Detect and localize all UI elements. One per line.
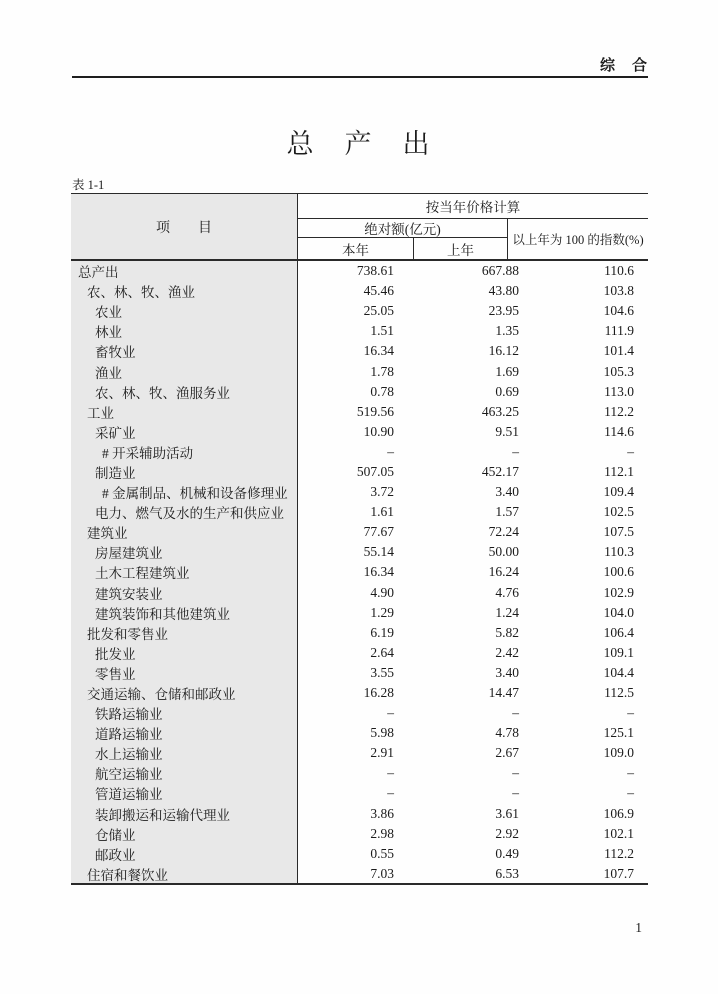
row-item-label: 采矿业 <box>71 422 298 442</box>
row-last-year-value: 9.51 <box>495 423 519 439</box>
row-this-year-value: – <box>387 765 394 781</box>
row-item-label: 水上运输业 <box>71 743 298 763</box>
row-last-year-value: 452.17 <box>481 463 519 479</box>
row-last-year-value: 3.40 <box>495 484 519 500</box>
row-index-value: – <box>627 785 634 801</box>
row-last-year-value: 667.88 <box>481 263 519 279</box>
row-last-year-value: 16.24 <box>488 564 519 580</box>
table-row <box>71 743 648 763</box>
table-row <box>71 422 648 442</box>
row-this-year-value: 16.34 <box>363 343 394 359</box>
row-this-year-value: 519.56 <box>356 403 394 419</box>
table-row <box>71 402 648 422</box>
row-index-value: – <box>627 705 634 721</box>
table-row <box>71 864 648 884</box>
row-last-year-value: 72.24 <box>488 524 519 540</box>
row-this-year-value: 2.98 <box>370 825 394 841</box>
row-item-label: 土木工程建筑业 <box>71 562 298 582</box>
row-last-year-value: 0.69 <box>495 383 519 399</box>
row-index-value: 110.6 <box>604 263 634 279</box>
table-body <box>71 261 648 884</box>
row-item-label: 建筑装饰和其他建筑业 <box>71 603 298 623</box>
row-item-label: 畜牧业 <box>71 341 298 361</box>
header-rule <box>72 76 648 78</box>
row-index-value: 106.9 <box>603 805 634 821</box>
row-index-value: 101.4 <box>603 343 634 359</box>
row-item-label: # 金属制品、机械和设备修理业 <box>71 482 298 502</box>
row-this-year-value: 0.55 <box>370 845 394 861</box>
row-index-value: 109.0 <box>603 745 634 761</box>
row-index-value: 104.0 <box>603 604 634 620</box>
header-this-year-column: 本年 <box>298 238 414 259</box>
row-this-year-value: – <box>387 443 394 459</box>
row-last-year-value: 6.53 <box>495 865 519 881</box>
table-row <box>71 783 648 803</box>
row-this-year-value: 1.29 <box>370 604 394 620</box>
row-this-year-value: 16.34 <box>363 564 394 580</box>
row-last-year-value: 1.69 <box>495 363 519 379</box>
row-last-year-value: 1.57 <box>495 504 519 520</box>
row-item-label: 总产出 <box>71 261 298 281</box>
row-this-year-value: 1.61 <box>370 504 394 520</box>
row-item-label: 制造业 <box>71 462 298 482</box>
row-index-value: 112.2 <box>604 403 634 419</box>
row-this-year-value: 0.78 <box>370 383 394 399</box>
row-last-year-value: – <box>512 443 519 459</box>
row-index-value: 107.7 <box>603 865 634 881</box>
row-item-label: 农业 <box>71 301 298 321</box>
header-item-column: 项 目 <box>71 194 298 259</box>
table-row <box>71 663 648 683</box>
row-item-label: 邮政业 <box>71 844 298 864</box>
row-this-year-value: 10.90 <box>363 423 394 439</box>
table-row <box>71 301 648 321</box>
row-last-year-value: – <box>512 765 519 781</box>
row-item-label: 房屋建筑业 <box>71 542 298 562</box>
table-row <box>71 623 648 643</box>
table-row <box>71 703 648 723</box>
row-this-year-value: 4.90 <box>370 584 394 600</box>
row-this-year-value: 5.98 <box>370 725 394 741</box>
row-last-year-value: 1.24 <box>495 604 519 620</box>
row-last-year-value: – <box>512 785 519 801</box>
row-index-value: 112.1 <box>604 463 634 479</box>
row-index-value: 114.6 <box>604 423 634 439</box>
row-last-year-value: 43.80 <box>488 283 519 299</box>
row-this-year-value: 77.67 <box>363 524 394 540</box>
table-row <box>71 382 648 402</box>
header-price-group: 按当年价格计算 <box>298 194 648 219</box>
row-this-year-value: 25.05 <box>363 303 394 319</box>
table-row <box>71 763 648 783</box>
row-item-label: 装卸搬运和运输代理业 <box>71 804 298 824</box>
row-item-label: 住宿和餐饮业 <box>71 864 298 884</box>
table-row <box>71 542 648 562</box>
row-this-year-value: 55.14 <box>363 544 394 560</box>
table-row <box>71 562 648 582</box>
row-index-value: 113.0 <box>604 383 634 399</box>
header-absolute-group: 绝对额(亿元) <box>298 219 507 238</box>
row-item-label: 建筑业 <box>71 522 298 542</box>
row-index-value: 109.4 <box>603 484 634 500</box>
table-number-label: 表 1-1 <box>72 178 105 192</box>
table-row <box>71 804 648 824</box>
row-last-year-value: 23.95 <box>488 303 519 319</box>
row-this-year-value: 2.64 <box>370 644 394 660</box>
row-this-year-value: 45.46 <box>363 283 394 299</box>
row-this-year-value: 3.72 <box>370 484 394 500</box>
table-row <box>71 502 648 522</box>
table-row <box>71 522 648 542</box>
row-item-label: 工业 <box>71 402 298 422</box>
table-row <box>71 341 648 361</box>
row-last-year-value: 14.47 <box>488 685 519 701</box>
row-item-label: 铁路运输业 <box>71 703 298 723</box>
row-index-value: 102.5 <box>603 504 634 520</box>
row-item-label: 仓储业 <box>71 824 298 844</box>
row-index-value: 110.3 <box>604 544 634 560</box>
row-item-label: 农、林、牧、渔业 <box>71 281 298 301</box>
row-this-year-value: 6.19 <box>370 624 394 640</box>
row-index-value: 111.9 <box>604 323 634 339</box>
row-index-value: – <box>627 443 634 459</box>
row-last-year-value: 2.67 <box>495 745 519 761</box>
row-item-label: 航空运输业 <box>71 763 298 783</box>
page-number: 1 <box>635 920 642 935</box>
row-last-year-value: 2.42 <box>495 644 519 660</box>
table-row <box>71 281 648 301</box>
table-row <box>71 442 648 462</box>
row-item-label: 林业 <box>71 321 298 341</box>
row-index-value: 100.6 <box>603 564 634 580</box>
table-row <box>71 824 648 844</box>
header-index-column: 以上年为 100 的指数(%) <box>507 219 648 259</box>
row-index-value: 104.4 <box>603 664 634 680</box>
row-item-label: 批发业 <box>71 643 298 663</box>
row-this-year-value: – <box>387 785 394 801</box>
table-row <box>71 462 648 482</box>
row-index-value: – <box>627 765 634 781</box>
row-last-year-value: – <box>512 705 519 721</box>
row-item-label: 渔业 <box>71 361 298 381</box>
table-row <box>71 583 648 603</box>
row-last-year-value: 1.35 <box>495 323 519 339</box>
row-last-year-value: 463.25 <box>481 403 519 419</box>
row-index-value: 112.2 <box>604 845 634 861</box>
page-title: 总 产 出 <box>286 129 432 159</box>
row-index-value: 102.9 <box>603 584 634 600</box>
row-index-value: 106.4 <box>603 624 634 640</box>
row-index-value: 104.6 <box>603 303 634 319</box>
table-row <box>71 723 648 743</box>
row-index-value: 107.5 <box>603 524 634 540</box>
row-last-year-value: 4.76 <box>495 584 519 600</box>
header-last-year-column: 上年 <box>447 242 474 258</box>
table-row <box>71 321 648 341</box>
row-last-year-value: 3.40 <box>495 664 519 680</box>
table-header <box>71 194 648 261</box>
row-last-year-value: 0.49 <box>495 845 519 861</box>
table-row <box>71 261 648 281</box>
row-this-year-value: – <box>387 705 394 721</box>
row-index-value: 102.1 <box>603 825 634 841</box>
output-table <box>71 193 648 885</box>
row-item-label: 建筑安装业 <box>71 583 298 603</box>
row-this-year-value: 2.91 <box>370 745 394 761</box>
row-index-value: 103.8 <box>603 283 634 299</box>
row-item-label: 零售业 <box>71 663 298 683</box>
row-last-year-value: 50.00 <box>488 544 519 560</box>
table-row <box>71 603 648 623</box>
chapter-label: 综 合 <box>599 58 648 74</box>
table-row <box>71 643 648 663</box>
row-item-label: 农、林、牧、渔服务业 <box>71 382 298 402</box>
table-row <box>71 361 648 381</box>
row-item-label: 批发和零售业 <box>71 623 298 643</box>
row-last-year-value: 5.82 <box>495 624 519 640</box>
row-this-year-value: 507.05 <box>356 463 394 479</box>
table-row <box>71 482 648 502</box>
row-last-year-value: 16.12 <box>488 343 519 359</box>
table-row <box>71 844 648 864</box>
row-this-year-value: 3.86 <box>370 805 394 821</box>
row-item-label: 道路运输业 <box>71 723 298 743</box>
row-this-year-value: 738.61 <box>356 263 394 279</box>
row-item-label: 管道运输业 <box>71 783 298 803</box>
table-row <box>71 683 648 703</box>
row-this-year-value: 7.03 <box>370 865 394 881</box>
row-index-value: 112.5 <box>604 685 634 701</box>
row-this-year-value: 1.51 <box>370 323 394 339</box>
row-last-year-value: 4.78 <box>495 725 519 741</box>
row-this-year-value: 1.78 <box>370 363 394 379</box>
row-index-value: 105.3 <box>603 363 634 379</box>
row-this-year-value: 3.55 <box>370 664 394 680</box>
row-this-year-value: 16.28 <box>363 685 394 701</box>
row-index-value: 109.1 <box>603 644 634 660</box>
row-index-value: 125.1 <box>603 725 634 741</box>
row-item-label: 交通运输、仓储和邮政业 <box>71 683 298 703</box>
row-item-label: 电力、燃气及水的生产和供应业 <box>71 502 298 522</box>
row-last-year-value: 3.61 <box>495 805 519 821</box>
row-last-year-value: 2.92 <box>495 825 519 841</box>
row-item-label: # 开采辅助活动 <box>71 442 298 462</box>
